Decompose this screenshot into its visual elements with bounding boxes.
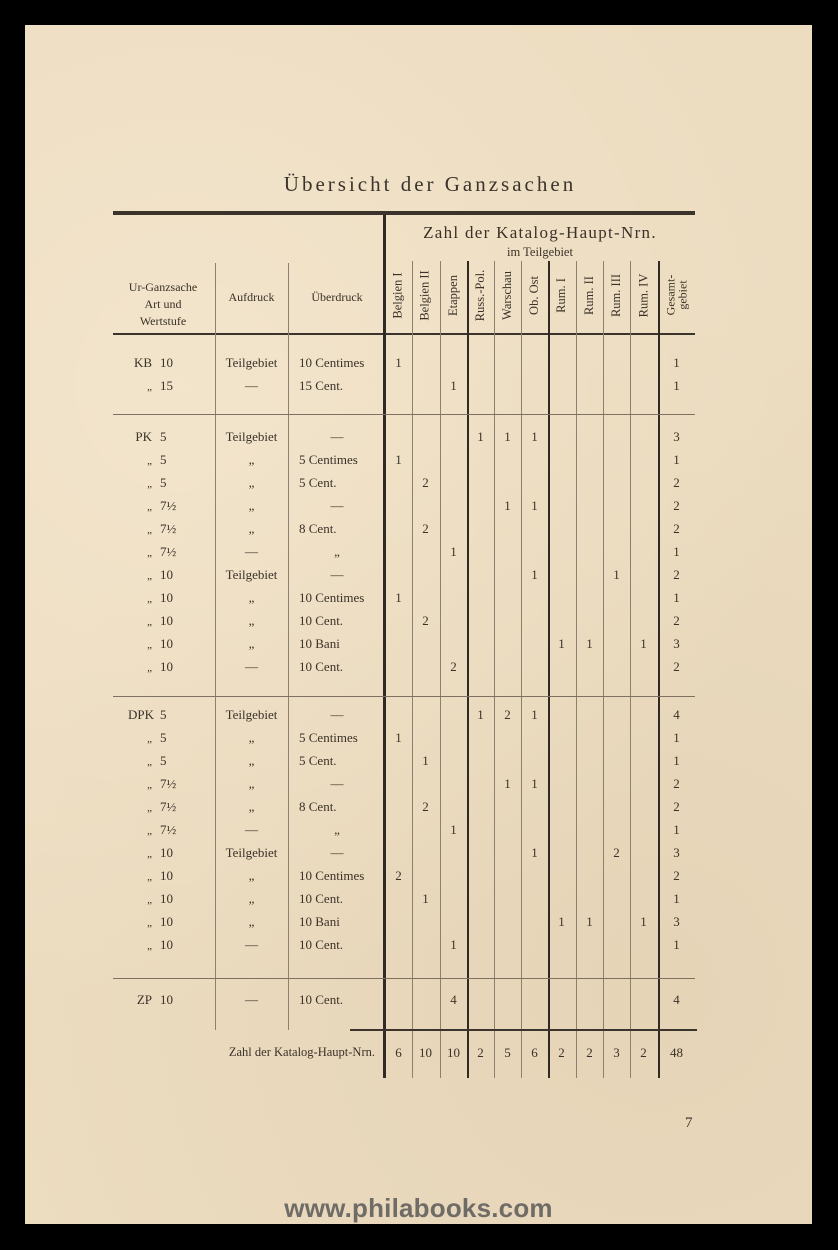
table-row	[25, 914, 812, 936]
cell-art	[113, 822, 213, 838]
header-art-und-wertstufe	[113, 279, 213, 330]
cell-ueberdruck: —	[330, 776, 344, 791]
wertstufe: 7½	[160, 822, 177, 837]
art-code: „	[147, 756, 152, 768]
header-ueberdruck: Überdruck	[311, 290, 363, 304]
cell-art	[113, 613, 213, 629]
header-gebiet-line: gebiet	[675, 280, 690, 310]
wertstufe: 5	[160, 452, 167, 467]
cell-ueberdruck: —	[330, 429, 344, 444]
cell-ueberdruck: 10 Cent.	[299, 992, 344, 1007]
total-count: 10	[419, 1045, 432, 1060]
cell-ueberdruck: 5 Cent.	[299, 753, 337, 768]
group-header-title: Zahl der Katalog-Haupt-Nrn.	[423, 223, 657, 242]
totals-row	[25, 1045, 812, 1067]
cell-art	[113, 776, 213, 792]
cell-art	[113, 659, 213, 675]
cell-count: 4	[450, 992, 457, 1007]
cell-total: 2	[673, 567, 680, 582]
table-row	[25, 590, 812, 612]
header-region-label: Etappen	[446, 274, 460, 316]
cell-count: 1	[395, 452, 402, 467]
table-top-rule	[113, 211, 695, 215]
totals-label: Zahl der Katalog-Haupt-Nrn.	[228, 1045, 375, 1059]
cell-count: 2	[504, 707, 511, 722]
table-row	[25, 822, 812, 844]
cell-ueberdruck: 8 Cent.	[299, 799, 337, 814]
cell-ueberdruck: 8 Cent.	[299, 521, 337, 536]
art-code: ZP	[136, 992, 152, 1007]
cell-art	[113, 730, 213, 746]
table-row	[25, 776, 812, 798]
cell-total: 2	[673, 868, 680, 883]
header-art-line: Ur-Ganzsache	[128, 280, 198, 294]
cell-art	[113, 914, 213, 930]
table-row	[25, 613, 812, 635]
page-title: Übersicht der Ganzsachen	[283, 172, 577, 196]
group-separator	[113, 414, 695, 415]
header-art-line: Art und	[144, 297, 182, 311]
cell-aufdruck: „	[248, 776, 255, 791]
cell-count: 1	[531, 567, 538, 582]
art-code: „	[147, 940, 152, 952]
cell-aufdruck: „	[248, 590, 255, 605]
cell-art	[113, 868, 213, 884]
cell-count: 1	[504, 429, 511, 444]
wertstufe: 10	[160, 659, 173, 674]
cell-total: 2	[673, 475, 680, 490]
cell-art	[113, 378, 213, 394]
cell-art	[113, 590, 213, 606]
header-region-label: Russ.-Pol.	[473, 269, 487, 321]
wertstufe: 10	[160, 891, 173, 906]
cell-aufdruck: „	[248, 636, 255, 651]
cell-total: 3	[673, 636, 680, 651]
cell-art	[113, 891, 213, 907]
cell-ueberdruck: 10 Cent.	[299, 937, 344, 952]
cell-art	[113, 845, 213, 861]
header-region-label: Rum. II	[582, 275, 597, 315]
cell-aufdruck: „	[248, 730, 255, 745]
cell-count: 1	[450, 822, 457, 837]
art-code: „	[147, 524, 152, 536]
cell-aufdruck: „	[248, 868, 255, 883]
cell-ueberdruck: 10 Bani	[299, 636, 340, 651]
cell-count: 2	[450, 659, 457, 674]
cell-count: 1	[640, 636, 647, 651]
cell-art	[113, 753, 213, 769]
cell-count: 1	[531, 498, 538, 513]
header-region-label: Rum. I	[554, 277, 569, 313]
cell-aufdruck: „	[248, 521, 255, 536]
cell-art	[113, 799, 213, 815]
cell-aufdruck: Teilgebiet	[225, 355, 278, 370]
totals-rule	[350, 1029, 697, 1031]
cell-total: 2	[673, 776, 680, 791]
cell-aufdruck: —	[245, 659, 258, 674]
header-region	[603, 259, 630, 331]
cell-total: 2	[673, 613, 680, 628]
cell-count: 1	[558, 636, 565, 651]
cell-count: 2	[422, 475, 429, 490]
cell-total: 2	[673, 659, 680, 674]
wertstufe: 5	[160, 730, 167, 745]
wertstufe: 7½	[160, 544, 177, 559]
total-count: 2	[558, 1045, 565, 1060]
art-code: „	[147, 616, 152, 628]
total-count: 3	[613, 1045, 620, 1060]
header-region-label: Belgien I	[391, 271, 406, 319]
cell-count: 1	[640, 914, 647, 929]
header-gesamt-line: Gesamt-	[663, 274, 678, 316]
cell-ueberdruck: —	[330, 567, 344, 582]
cell-ueberdruck: „	[334, 822, 340, 837]
cell-aufdruck: —	[245, 992, 258, 1007]
cell-ueberdruck: 5 Centimes	[299, 452, 358, 467]
cell-count: 1	[395, 730, 402, 745]
cell-aufdruck: „	[248, 475, 255, 490]
cell-aufdruck: Teilgebiet	[225, 845, 278, 860]
cell-total: 1	[673, 891, 680, 906]
group-separator	[113, 978, 695, 979]
cell-ueberdruck: 10 Centimes	[299, 868, 365, 883]
group-header-subtitle: im Teilgebiet	[507, 245, 573, 259]
cell-count: 1	[531, 429, 538, 444]
art-code: „	[147, 802, 152, 814]
art-code: „	[147, 501, 152, 513]
art-code: „	[147, 917, 152, 929]
cell-art	[113, 992, 213, 1008]
cell-ueberdruck: —	[330, 498, 344, 513]
table-row	[25, 498, 812, 520]
cell-total: 2	[673, 799, 680, 814]
table-row	[25, 378, 812, 400]
art-code: „	[147, 547, 152, 559]
art-code: „	[147, 871, 152, 883]
cell-total: 1	[673, 452, 680, 467]
document-page	[25, 25, 812, 1224]
cell-count: 1	[531, 776, 538, 791]
cell-aufdruck: „	[248, 891, 255, 906]
table-row	[25, 429, 812, 451]
cell-aufdruck: „	[248, 799, 255, 814]
cell-total: 4	[673, 992, 680, 1007]
cell-count: 1	[422, 753, 429, 768]
art-code: PK	[135, 429, 152, 444]
total-count: 2	[586, 1045, 593, 1060]
header-region-label: Belgien II	[418, 269, 432, 321]
art-code: „	[147, 455, 152, 467]
header-bottom-rule	[113, 333, 695, 335]
header-art-line: Wertstufe	[139, 314, 187, 328]
cell-ueberdruck: —	[330, 707, 344, 722]
cell-count: 1	[531, 707, 538, 722]
cell-total: 3	[673, 429, 680, 444]
art-code: „	[147, 381, 152, 393]
wertstufe: 7½	[160, 521, 177, 536]
art-code: DPK	[128, 707, 155, 722]
cell-ueberdruck: 10 Cent.	[299, 659, 344, 674]
header-region	[630, 259, 657, 331]
header-gesamtgebiet	[658, 259, 695, 331]
cell-ueberdruck: „	[334, 544, 340, 559]
cell-art	[113, 475, 213, 491]
cell-total: 1	[673, 937, 680, 952]
cell-count: 1	[586, 636, 593, 651]
cell-count: 2	[422, 799, 429, 814]
header-aufdruck: Aufdruck	[228, 290, 275, 304]
wertstufe: 10	[160, 567, 173, 582]
cell-ueberdruck: 5 Cent.	[299, 475, 337, 490]
cell-total: 1	[673, 378, 680, 393]
cell-ueberdruck: —	[330, 845, 344, 860]
grand-total: 48	[670, 1045, 683, 1060]
art-code: „	[147, 478, 152, 490]
art-code: „	[147, 894, 152, 906]
wertstufe: 7½	[160, 776, 177, 791]
wertstufe: 5	[160, 707, 167, 722]
cell-aufdruck: „	[248, 452, 255, 467]
cell-count: 1	[504, 498, 511, 513]
table-row	[25, 992, 812, 1014]
cell-total: 1	[673, 753, 680, 768]
cell-aufdruck: „	[248, 498, 255, 513]
wertstufe: 15	[160, 378, 173, 393]
cell-count: 2	[422, 613, 429, 628]
wertstufe: 10	[160, 613, 173, 628]
cell-art	[113, 498, 213, 514]
cell-ueberdruck: 10 Cent.	[299, 891, 344, 906]
cell-count: 1	[504, 776, 511, 791]
table-row	[25, 567, 812, 589]
cell-count: 1	[395, 355, 402, 370]
table-row	[25, 452, 812, 474]
cell-count: 2	[613, 845, 620, 860]
wertstufe: 7½	[160, 799, 177, 814]
cell-ueberdruck: 10 Centimes	[299, 355, 365, 370]
cell-aufdruck: —	[245, 544, 258, 559]
cell-ueberdruck: 10 Centimes	[299, 590, 365, 605]
cell-art	[113, 429, 213, 445]
table-row	[25, 753, 812, 775]
table-row	[25, 659, 812, 681]
cell-aufdruck: Teilgebiet	[225, 707, 278, 722]
header-region	[576, 259, 603, 331]
cell-art	[113, 567, 213, 583]
header-region	[412, 259, 439, 331]
cell-count: 1	[450, 544, 457, 559]
cell-art	[113, 452, 213, 468]
cell-aufdruck: „	[248, 753, 255, 768]
cell-total: 2	[673, 498, 680, 513]
cell-total: 3	[673, 845, 680, 860]
cell-total: 1	[673, 730, 680, 745]
cell-art	[113, 544, 213, 560]
header-region	[440, 259, 467, 331]
header-region-label: Ob. Ost	[527, 275, 541, 315]
table-row	[25, 868, 812, 890]
total-count: 10	[447, 1045, 460, 1060]
cell-count: 1	[613, 567, 620, 582]
cell-total: 4	[673, 707, 680, 722]
cell-aufdruck: Teilgebiet	[225, 429, 278, 444]
cell-aufdruck: —	[245, 378, 258, 393]
cell-total: 2	[673, 521, 680, 536]
art-code: „	[147, 825, 152, 837]
table-row	[25, 544, 812, 566]
cell-ueberdruck: 10 Cent.	[299, 613, 344, 628]
header-region-label: Warschau	[500, 270, 514, 320]
cell-total: 1	[673, 822, 680, 837]
header-gesamtgebiet-label	[665, 275, 689, 316]
wertstufe: 5	[160, 753, 167, 768]
wertstufe: 10	[160, 590, 173, 605]
table-row	[25, 636, 812, 658]
cell-count: 2	[422, 521, 429, 536]
cell-count: 1	[422, 891, 429, 906]
art-code: „	[147, 848, 152, 860]
cell-ueberdruck: 10 Bani	[299, 914, 340, 929]
cell-total: 1	[673, 590, 680, 605]
art-code: „	[147, 593, 152, 605]
cell-aufdruck: —	[245, 937, 258, 952]
art-code: KB	[133, 355, 152, 370]
total-count: 2	[640, 1045, 647, 1060]
table-row	[25, 730, 812, 752]
table-row	[25, 355, 812, 377]
cell-count: 1	[395, 590, 402, 605]
header-region-label: Rum. III	[609, 273, 623, 317]
header-region	[494, 259, 521, 331]
header-region	[385, 259, 412, 331]
table-row	[25, 937, 812, 959]
cell-count: 1	[450, 378, 457, 393]
page-number: 7	[685, 1115, 693, 1131]
table-row	[25, 707, 812, 729]
cell-count: 1	[477, 707, 484, 722]
wertstufe: 5	[160, 429, 167, 444]
art-code: „	[147, 570, 152, 582]
group-separator	[113, 696, 695, 697]
cell-art	[113, 707, 213, 723]
cell-art	[113, 636, 213, 652]
cell-count: 1	[477, 429, 484, 444]
cell-total: 1	[673, 544, 680, 559]
cell-total: 1	[673, 355, 680, 370]
art-code: „	[147, 779, 152, 791]
cell-ueberdruck: 5 Centimes	[299, 730, 358, 745]
watermark-link[interactable]: www.philabooks.com	[284, 1193, 553, 1223]
cell-count: 1	[450, 937, 457, 952]
cell-art	[113, 521, 213, 537]
cell-count: 1	[531, 845, 538, 860]
cell-count: 1	[586, 914, 593, 929]
cell-aufdruck: „	[248, 613, 255, 628]
table-row	[25, 891, 812, 913]
total-count: 5	[504, 1045, 511, 1060]
art-code: „	[147, 662, 152, 674]
wertstufe: 10	[160, 914, 173, 929]
wertstufe: 10	[160, 992, 173, 1007]
header-region	[467, 259, 494, 331]
table-row	[25, 845, 812, 867]
wertstufe: 7½	[160, 498, 177, 513]
wertstufe: 10	[160, 868, 173, 883]
wertstufe: 10	[160, 636, 173, 651]
total-count: 2	[477, 1045, 484, 1060]
wertstufe: 10	[160, 937, 173, 952]
wertstufe: 10	[160, 355, 173, 370]
cell-count: 2	[395, 868, 402, 883]
header-region	[548, 259, 575, 331]
cell-ueberdruck: 15 Cent.	[299, 378, 344, 393]
cell-total: 3	[673, 914, 680, 929]
header-region-label: Rum. IV	[636, 273, 650, 317]
total-count: 6	[531, 1045, 538, 1060]
cell-aufdruck: Teilgebiet	[225, 567, 278, 582]
cell-aufdruck: „	[248, 914, 255, 929]
art-code: „	[147, 639, 152, 651]
cell-art	[113, 937, 213, 953]
wertstufe: 10	[160, 845, 173, 860]
cell-art	[113, 355, 213, 371]
total-count: 6	[395, 1045, 402, 1060]
art-code: „	[147, 733, 152, 745]
header-region	[521, 259, 548, 331]
table-row	[25, 521, 812, 543]
wertstufe: 5	[160, 475, 167, 490]
cell-count: 1	[558, 914, 565, 929]
cell-aufdruck: —	[245, 822, 258, 837]
table-row	[25, 799, 812, 821]
table-row	[25, 475, 812, 497]
